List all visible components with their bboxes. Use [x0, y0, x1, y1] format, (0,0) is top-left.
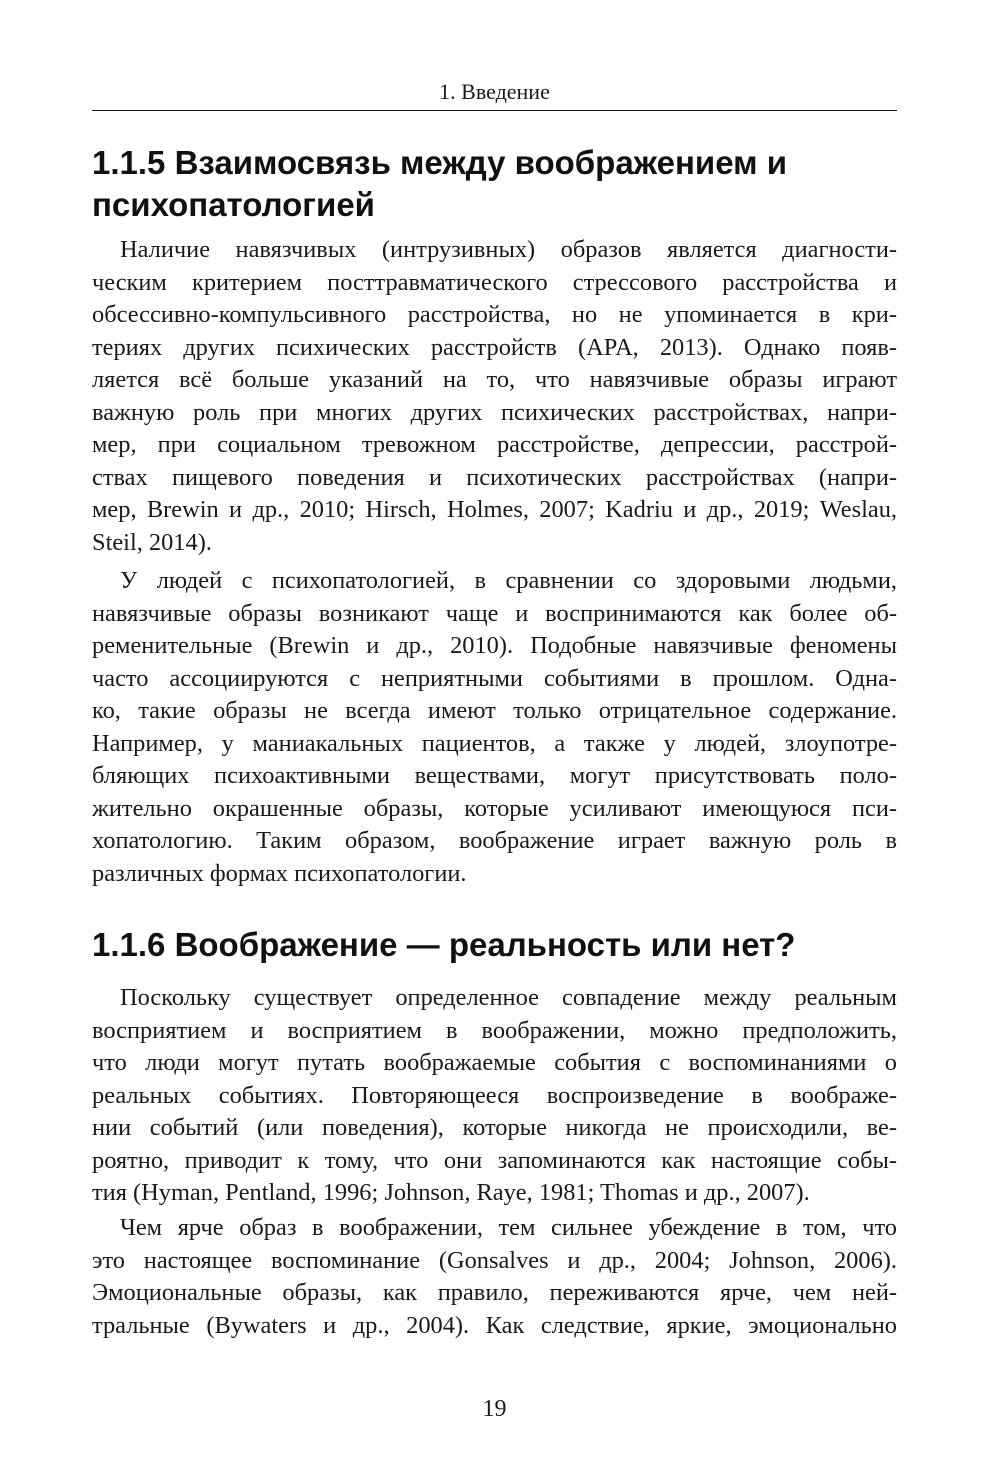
text-line: навязчивые образы возникают чаще и воспринимаются как более об- [92, 599, 897, 627]
text-line: реальных событиях. Повторяющееся воспроизведение в воображе- [92, 1081, 897, 1109]
text-line: что люди могут путать воображаемые события с воспоминаниями о [92, 1049, 897, 1076]
text-line: важную роль при многих других психических расстройствах, напри- [92, 398, 897, 426]
text-line: мер, Brewin и др., 2010; Hirsch, Holmes, 2007; Kadriu и др., 2019; Weslau, [92, 496, 897, 523]
text-line: тральные (Bywaters и др., 2004). Как следствие, яркие, эмоционально [92, 1311, 897, 1339]
text-line: тия (Hyman, Pentland, 1996; Johnson, Raye, 1981; Thomas и др., 2007). [92, 1179, 810, 1206]
text-line: ствах пищевого поведения и психотических расстройствах (напри- [92, 463, 897, 491]
running-head: 1. Введение [439, 79, 550, 104]
text-line: ко, такие образы не всегда имеют только отрицательное содержание. [92, 697, 897, 724]
text-line: У людей с психопатологией, в сравнении со здоровыми людьми, [120, 567, 897, 594]
header-rule [92, 110, 897, 111]
text-line: Наличие навязчивых (интрузивных) образов является диагности- [120, 236, 897, 263]
text-line: ческим критерием посттравматического стрессового расстройства и [92, 268, 897, 296]
text-line: ляется всё больше указаний на то, что навязчивые образы играют [92, 366, 897, 393]
text-line: мер, при социальном тревожном расстройстве, депрессии, расстрой- [92, 431, 897, 458]
text-line: обсессивно-компульсивного расстройства, но не упоминается в кри- [92, 301, 897, 328]
text-line: териях других психических расстройств (APA, 2013). Однако появ- [92, 333, 897, 361]
section-heading-line: психопатологией [92, 186, 375, 223]
text-line: ременительные (Brewin и др., 2010). Подобные навязчивые феномены [92, 632, 897, 659]
section-heading-line: 1.1.5 Взаимосвязь между воображением и [92, 144, 787, 181]
text-line: Чем ярче образ в воображении, тем сильнее убеждение в том, что [120, 1214, 897, 1241]
section-heading-1-1-5 [92, 142, 897, 226]
text-line: Steil, 2014). [92, 528, 212, 556]
text-line: восприятием и восприятием в воображении, можно предположить, [92, 1016, 897, 1044]
text-line: роятно, приводит к тому, что они запоминаются как настоящие собы- [92, 1146, 897, 1174]
text-line: Эмоциональные образы, как правило, переживаются ярче, чем ней- [92, 1279, 897, 1306]
text-line: нии событий (или поведения), которые никогда не происходили, ве- [92, 1114, 897, 1141]
paragraph [92, 1212, 897, 1342]
text-line: это настоящее воспоминание (Gonsalves и др., 2004; Johnson, 2006). [92, 1246, 897, 1274]
paragraph [92, 234, 897, 559]
paragraph [92, 565, 897, 890]
text-line: жительно окрашенные образы, которые усиливают имеющуюся пси- [92, 794, 897, 822]
section-heading-line: 1.1.6 Воображение — реальность или нет? [92, 926, 796, 963]
page-number: 19 [482, 1396, 507, 1422]
text-line: бляющих психоактивными веществами, могут присутствовать поло- [92, 762, 897, 789]
text-line: хопатологию. Таким образом, воображение играет важную роль в [92, 827, 897, 854]
text-line: часто ассоциируются с неприятными событиями в прошлом. Одна- [92, 664, 897, 692]
text-line: Например, у маниакальных пациентов, а также у людей, злоупотре- [92, 729, 897, 757]
text-line: Поскольку существует определенное совпадение между реальным [120, 984, 897, 1011]
section-heading-1-1-6 [92, 924, 897, 966]
text-line: различных формах психопатологии. [92, 859, 467, 887]
paragraph [92, 982, 897, 1210]
